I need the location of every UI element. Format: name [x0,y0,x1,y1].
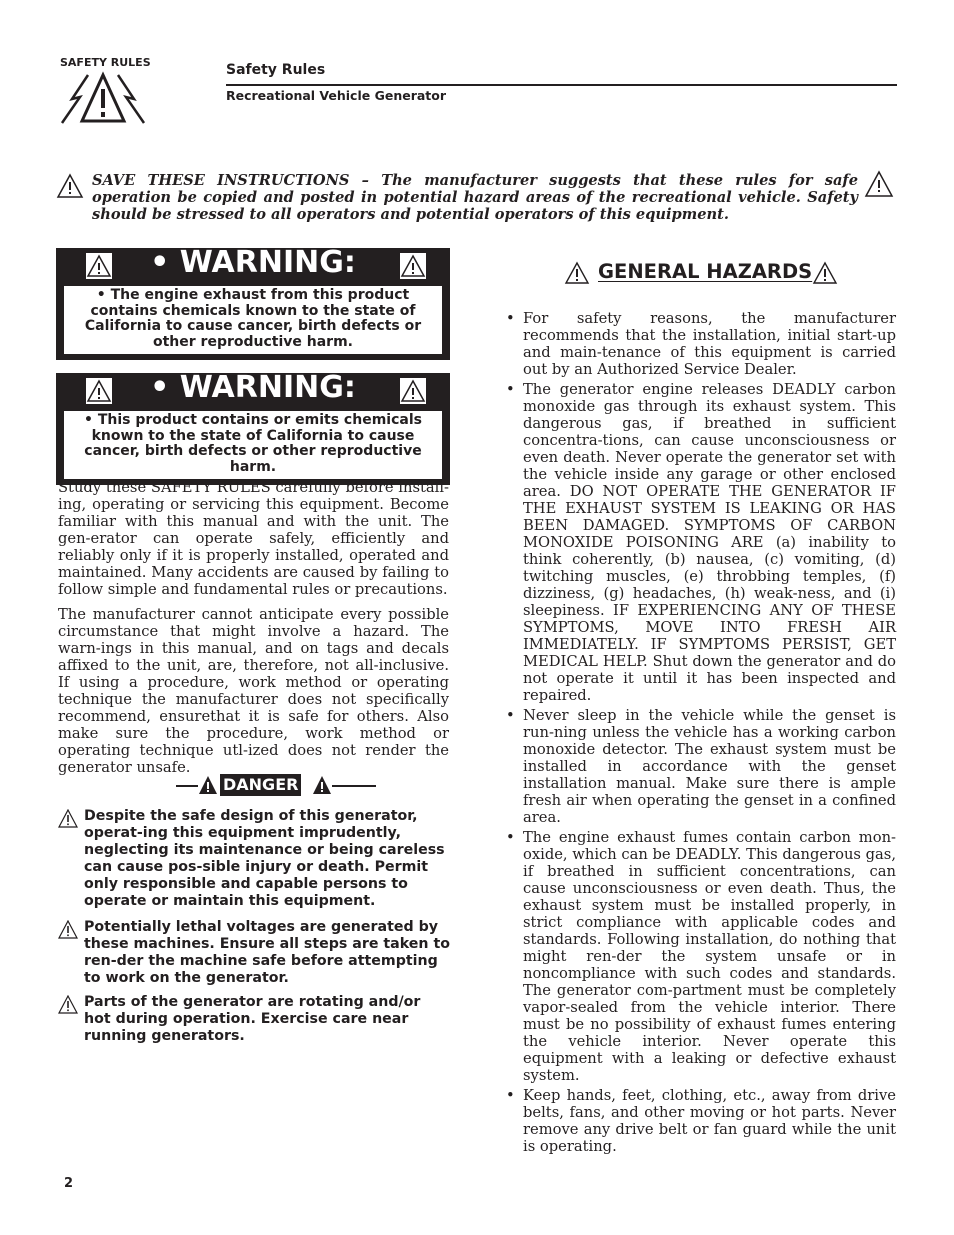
logo-text: SAFETY RULES [60,56,151,69]
list-item [505,381,896,704]
warning-box-chemicals [56,370,450,485]
warning-triangle-icon [864,170,894,198]
header-title: Safety Rules [226,62,326,78]
danger-item-text: Parts of the generator are rotating and/or hot during operation. Exercise care near running generators. [84,994,421,1044]
warning-title: • WARNING: [150,370,356,405]
warning-triangle-icon [400,378,426,404]
warning-triangle-icon [58,995,78,1014]
warning-triangle-icon [56,173,84,199]
warning-triangle-icon [58,920,78,939]
list-item-text: Never sleep in the vehicle while the genset is run-ning unless the vehicle has a working carbon monoxide detector. The exhaust system must be installed in accordance with the genset installation manual. Make sure there is ample fresh air when operating the genset in a confined area. [523,707,896,826]
header-rule [226,84,897,86]
warning-box-exhaust [56,245,450,360]
bullet: • [506,829,515,846]
list-item-text: For safety reasons, the manufacturer recommends that the installation, initial start-up and main-tenance of this equipment is carried out by an Authorized Service Dealer. [523,310,896,378]
lightning-hazard-icon [58,69,148,127]
filled-warning-triangle-icon [312,775,332,795]
list-item [505,1087,896,1155]
danger-label: DANGER [220,774,301,796]
warning-triangle-icon [564,261,590,285]
list-item-text: The generator engine releases DEADLY carbon monoxide gas through its exhaust system. This dangerous gas, if breathed in sufficient concentra-tions, can cause unconsciousness or even death. Never operate the generator set with the vehicle inside any garage or other enclosed area. DO NOT OPERATE THE GENERATOR IF THE EXHAUST SYSTEM IS LEAKING OR HAS BEEN DAMAGED. SYMPTOMS OF CARBON MONOXIDE POISONING ARE (a) inability to think coherently, (b) nausea, (c) vomiting, (d) twitching muscles, (e) throbbing temples, (f) dizziness, (g) headaches, (h) weak-ness, and (i) sleepiness. IF EXPERIENCING ANY OF THESE SYMPTOMS, MOVE INTO FRESH AIR IMMEDIATELY. IF SYMPTOMS PERSIST, GET MEDICAL HELP. Shut down the generator and do not operate it until it has been inspected and repaired. [523,381,896,704]
danger-item-text: Potentially lethal voltages are generated by these machines. Ensure all steps are taken to ren-der the machine safe before attempting to work on the generator. [84,919,450,986]
manufacturer-paragraph: The manufacturer cannot anticipate every possible circumstance that might involve a hazard. The warn-ings in this manual, and on tags and decals affixed to the unit, are, therefore, not all-inclusive. If using a procedure, work method or operating technique the manufacturer does not specifically recommend, ensurethat it is safe for others. Also make sure the procedure, work method or operating technique utl-ized does not render the generator unsafe. [58,606,449,776]
warning-header [56,370,450,407]
danger-rule-right [332,785,376,787]
page-number: 2 [64,1176,74,1191]
danger-item [58,808,450,910]
warning-triangle-icon [58,809,78,828]
warning-triangle-icon [812,261,838,285]
danger-rule-left [176,785,198,787]
danger-item [58,919,450,987]
intro-instructions: SAVE THESE INSTRUCTIONS – The manufacturer suggests that these rules for safe operation be copied and posted in potential hazard areas of the recreational vehicle. Safety should be stressed to all operators and potential operators of this equipment. [92,172,858,223]
bullet: • [506,707,515,724]
list-item [505,707,896,826]
danger-heading [176,772,376,800]
study-rules-paragraph: Study these SAFETY RULES carefully before install-ing, operating or servicing this equipment. Become familiar with this manual and with the unit. The gen-erator can operate safely, efficiently and reliably only if it is properly installed, operated and maintained. Many accidents are caused by failing to follow simple and fundamental rules or precautions. [58,479,449,598]
list-item [505,310,896,378]
list-item-text: Keep hands, feet, clothing, etc., away from drive belts, fans, and other moving or hot parts. Never remove any drive belt or fan guard while the unit is operating. [523,1087,896,1155]
safety-rules-logo [58,56,150,128]
bullet: • [506,381,515,398]
warning-title: • WARNING: [150,245,356,280]
warning-header [56,245,450,282]
bullet: • [506,1087,515,1104]
warning-triangle-icon [400,253,426,279]
list-item-text: The engine exhaust fumes contain carbon mon-oxide, which can be DEADLY. This dangerous gas, if breathed in sufficient concentrations, can cause unconsciousness or even death. Thus, the exhaust system must be installed properly, in strict compliance with applicable codes and standards. Following installation, do nothing that might ren-der the system unsafe or in noncompliance with such codes and standards. The generator com-partment must be completely vapor-sealed from the vehicle interior. There must be no possibility of exhaust fumes entering the vehicle interior. Never operate this equipment with a leaking or defective exhaust system. [523,829,896,1084]
danger-item [58,994,450,1045]
warning-text: • The engine exhaust from this product contains chemicals known to the state of California to cause cancer, birth defects or other reproductive harm. [64,286,442,354]
list-item [505,829,896,1084]
danger-item-text: Despite the safe design of this generator, operat-ing this equipment imprudently, neglecting its maintenance or being careless can cause pos-sible injury or death. Permit only responsible and capable persons to operate or maintain this equipment. [84,808,445,909]
bullet: • [506,310,515,327]
filled-warning-triangle-icon [198,775,218,795]
general-hazards-heading [560,258,850,288]
general-hazards-title: GENERAL HAZARDS [598,260,813,283]
general-hazards-list [505,310,896,1158]
header-subtitle: Recreational Vehicle Generator [226,88,447,103]
warning-text: • This product contains or emits chemicals known to the state of California to cause cancer, birth defects or other reproductive harm. [64,411,442,479]
